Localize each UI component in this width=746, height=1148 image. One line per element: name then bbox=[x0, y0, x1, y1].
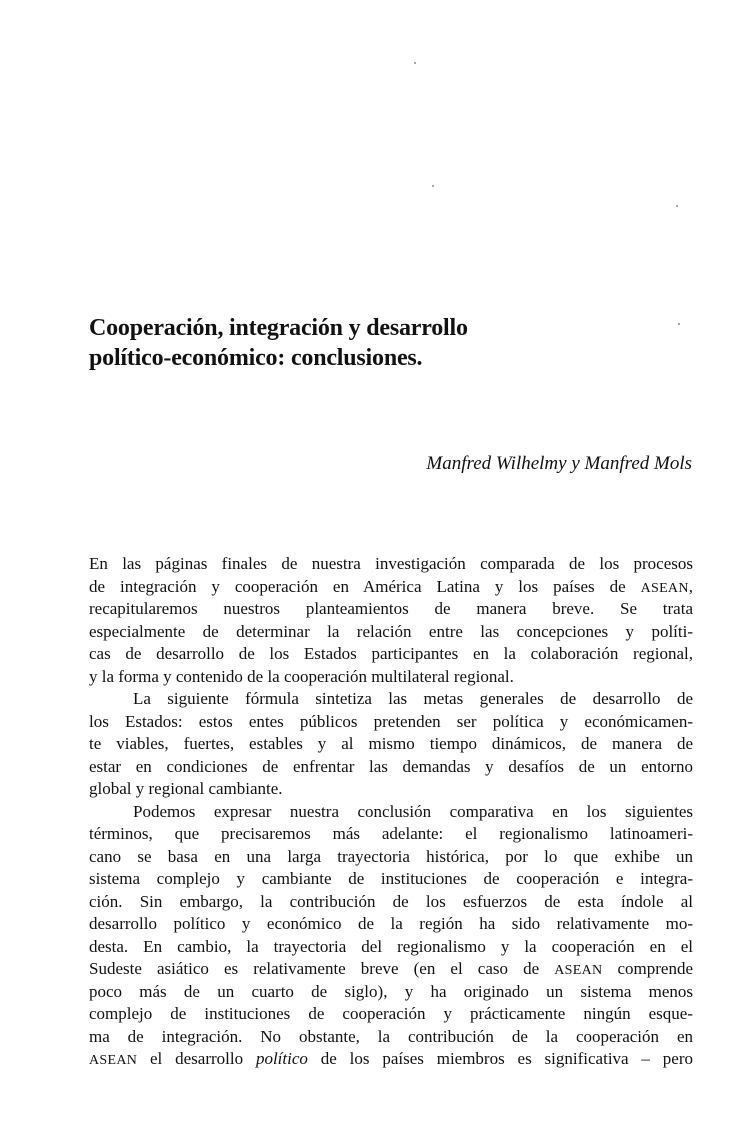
body-line: cas de desarrollo de los Estados participantes en la colaboración regional, bbox=[89, 644, 693, 663]
body-line: términos, que precisaremos más adelante: el regionalismo latinoameri- bbox=[89, 824, 693, 843]
asean-acronym: ASEAN bbox=[554, 963, 603, 978]
body-line: especialmente de determinar la relación entre las concepciones y políti- bbox=[89, 621, 693, 641]
body-line: global y regional cambiante. bbox=[89, 779, 283, 798]
body-line: de integración y cooperación en América Latina y los países de ASEAN, bbox=[89, 576, 693, 596]
body-line-final: ASEAN el desarrollo político de los países miembros es significativa – pero bbox=[89, 1049, 693, 1068]
article-authors: Manfred Wilhelmy y Manfred Mols bbox=[426, 453, 692, 474]
last-line-suffix: de los países miembros es significativa – pero bbox=[307, 1049, 693, 1068]
scan-speck bbox=[678, 323, 680, 325]
body-line: recapitularemos nuestros planteamientos de manera breve. Se trata bbox=[89, 599, 693, 618]
body-line: desta. En cambio, la trayectoria del regionalismo y la cooperación en el bbox=[89, 936, 693, 956]
body-line: te viables, fuertes, estables y al mismo tiempo dinámicos, de manera de bbox=[89, 734, 693, 753]
body-line: desarrollo político y económico de la región ha sido relativamente mo- bbox=[89, 914, 693, 933]
body-line: estar en condiciones de enfrentar las demandas y desafíos de un entorno bbox=[89, 756, 693, 776]
body-line: Sudeste asiático es relativamente breve (en el caso de ASEAN comprende bbox=[89, 959, 693, 978]
body-line: sistema complejo y cambiante de instituciones de cooperación e integra- bbox=[89, 869, 693, 888]
body-line: complejo de instituciones de cooperación y prácticamente ningún esque- bbox=[89, 1004, 693, 1023]
body-line: poco más de un cuarto de siglo), y ha originado un sistema menos bbox=[89, 981, 693, 1001]
body-line: cano se basa en una larga trayectoria histórica, por lo que exhibe un bbox=[89, 846, 693, 866]
body-line: ma de integración. No obstante, la contribución de la cooperación en bbox=[89, 1026, 693, 1046]
title-line-2: político-económico: conclusiones. bbox=[89, 345, 423, 371]
article-body bbox=[89, 553, 693, 1071]
title-line-1: Cooperación, integración y desarrollo bbox=[89, 315, 468, 341]
article-title bbox=[89, 313, 649, 373]
scan-speck bbox=[414, 62, 416, 64]
emphasis-politico: político bbox=[255, 1049, 308, 1068]
asean-acronym: ASEAN bbox=[640, 580, 689, 596]
body-line: Podemos expresar nuestra conclusión comparativa en los siguientes bbox=[133, 801, 693, 821]
body-line: La siguiente fórmula sintetiza las metas generales de desarrollo de bbox=[133, 689, 693, 708]
body-line: En las páginas finales de nuestra investigación comparada de los procesos bbox=[89, 554, 693, 573]
body-line: y la forma y contenido de la cooperación multilateral regional. bbox=[89, 666, 514, 686]
asean-acronym: ASEAN bbox=[89, 1053, 138, 1068]
scan-speck bbox=[676, 205, 678, 207]
body-line: los Estados: estos entes públicos pretenden ser política y económicamen- bbox=[89, 711, 693, 731]
scan-speck bbox=[432, 185, 434, 187]
body-line: ción. Sin embargo, la contribución de los esfuerzos de esta índole al bbox=[89, 891, 693, 911]
